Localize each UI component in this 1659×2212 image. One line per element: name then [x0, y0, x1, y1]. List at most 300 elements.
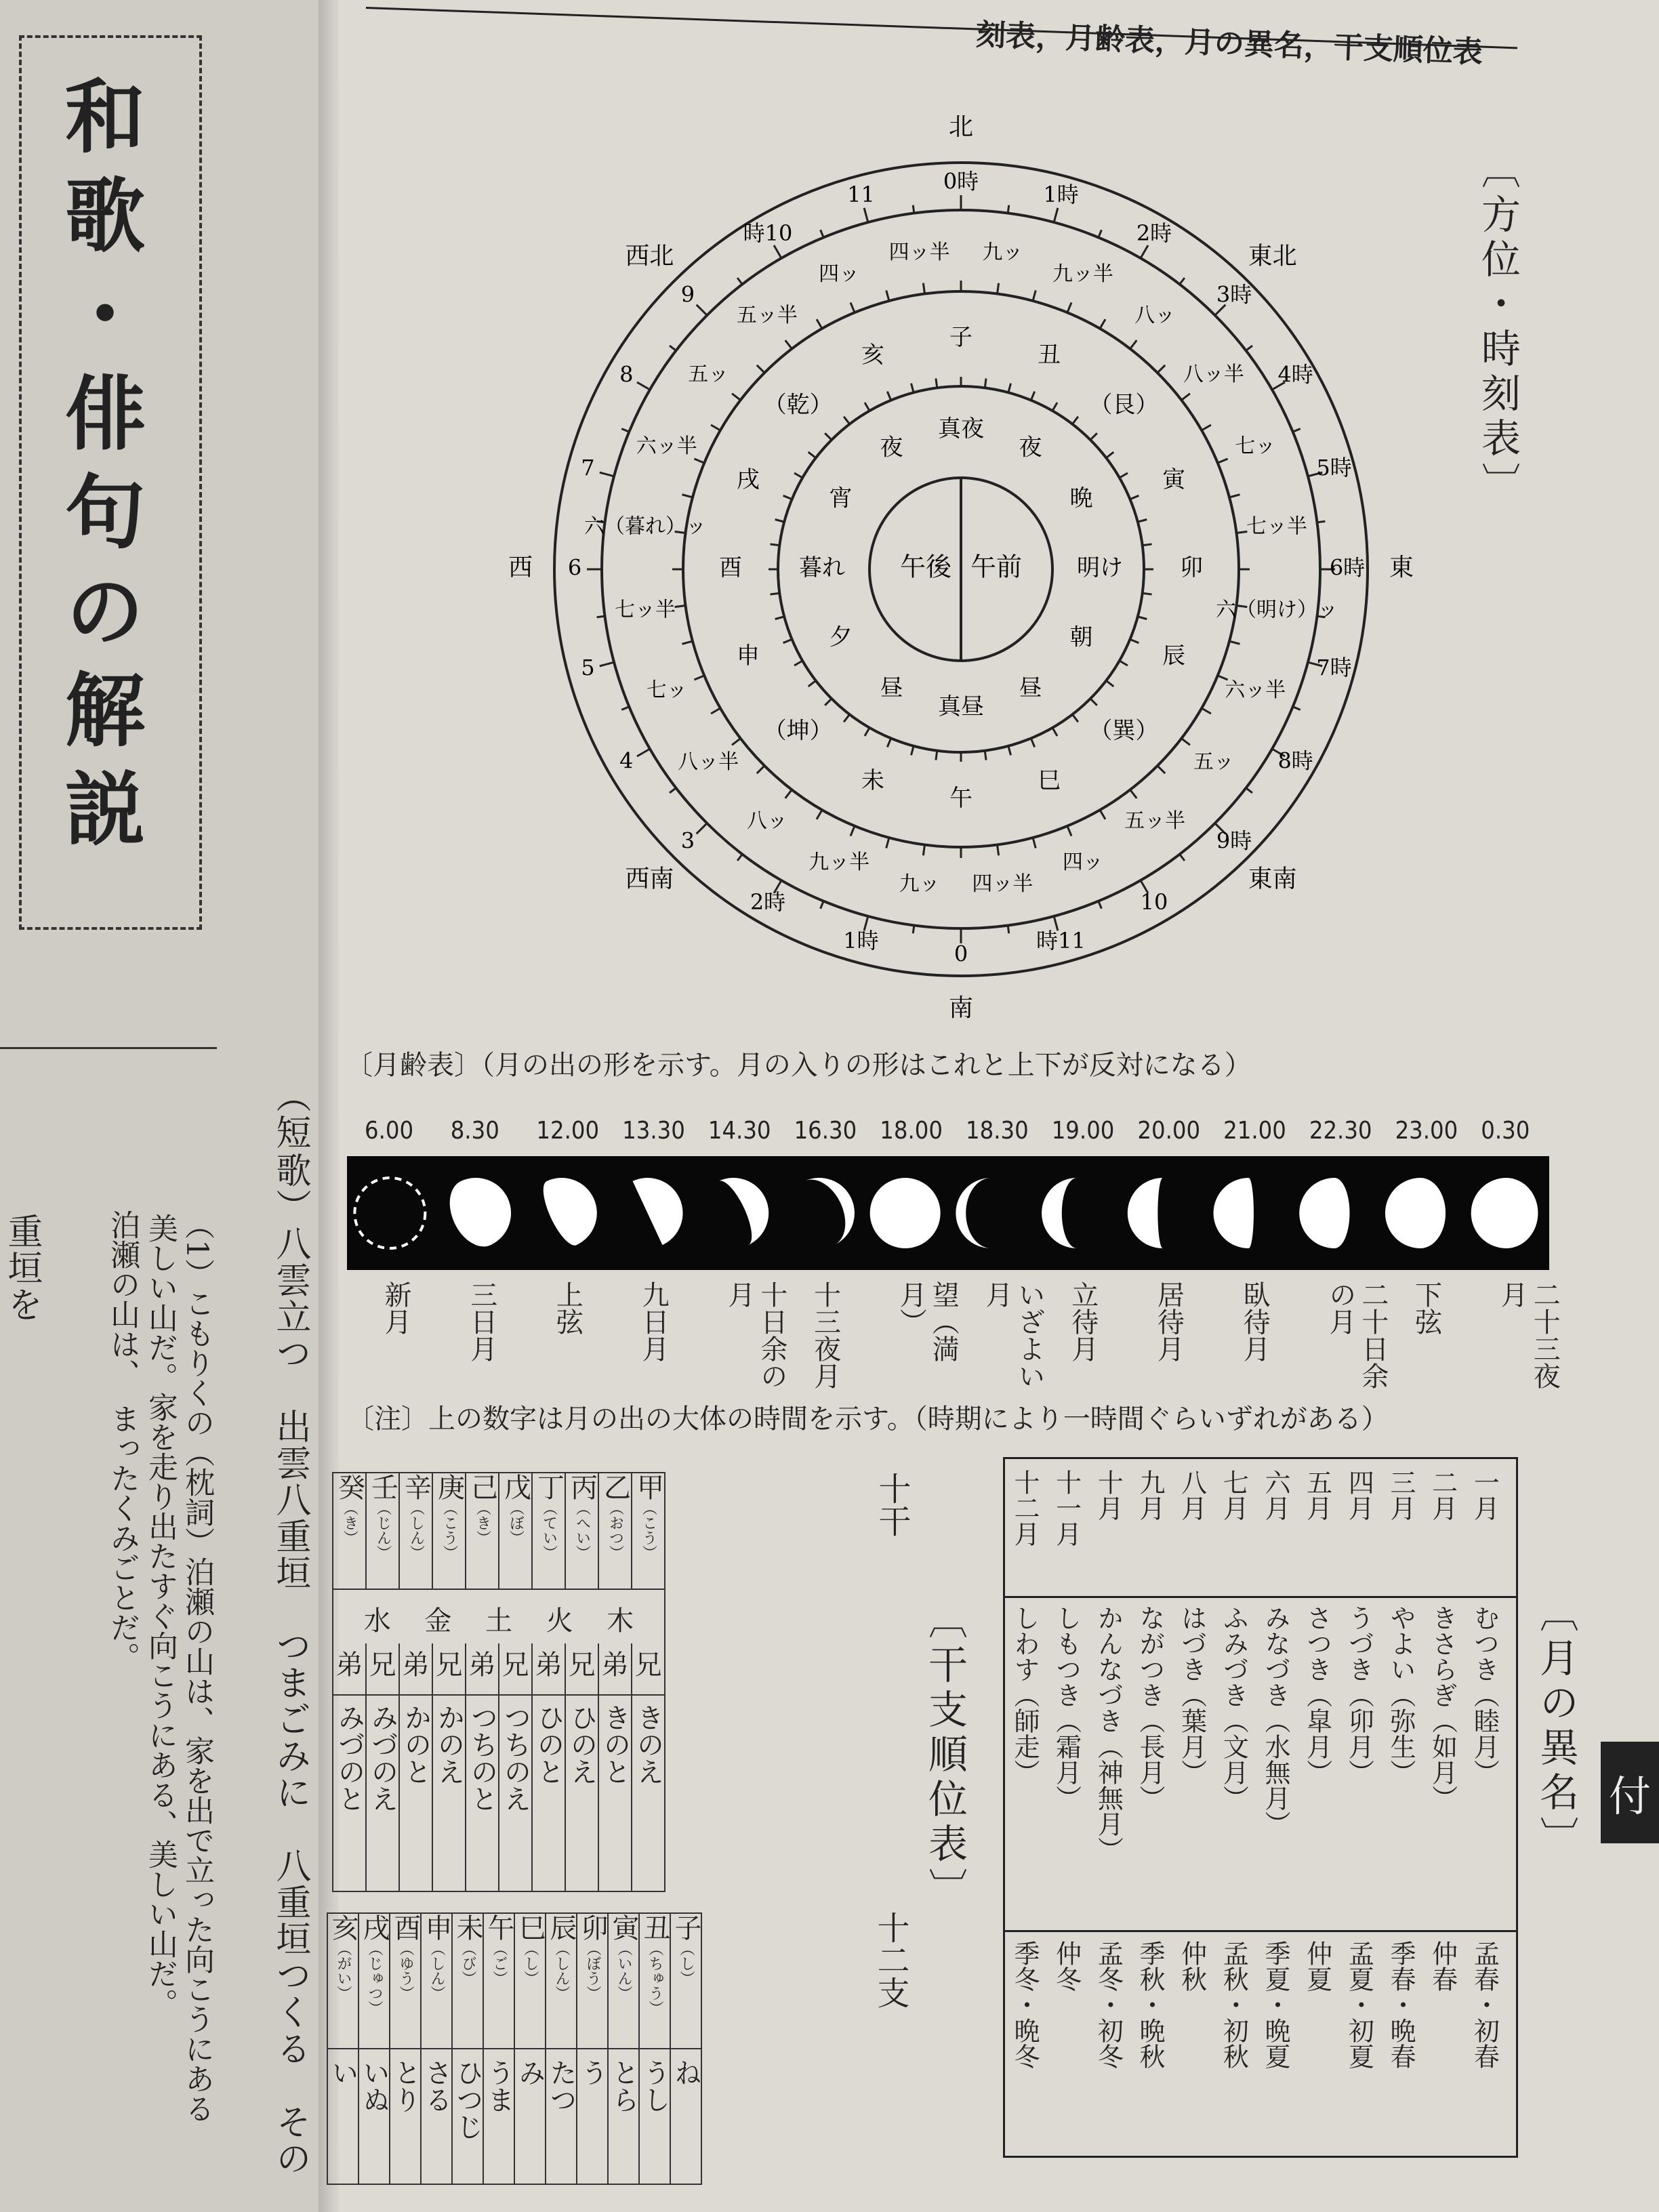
eto-cell: 弟	[598, 1643, 632, 1695]
zodiac-label: 申	[736, 642, 760, 670]
text-column: 歌）八雲立つ 出雲八重垣 つまごみに 八重垣つくる その	[270, 1152, 310, 2177]
kan-char: 甲	[632, 1473, 664, 1500]
ring3-tick	[985, 378, 986, 388]
moon-name: いざよい月	[981, 1281, 1045, 1389]
shi-char: 亥	[327, 1914, 359, 1941]
ring3-tick	[844, 417, 850, 424]
zodiac-label: （艮）	[1089, 391, 1159, 419]
text-column: （1）こもりくの（枕詞）泊瀬の山は、家を出で立った向こうにある	[180, 1210, 214, 2123]
page-title: 和歌・俳句の解説	[52, 75, 146, 866]
ring2-tick	[1218, 459, 1228, 463]
hour-label: 5	[581, 655, 595, 681]
hour-tick	[821, 901, 824, 909]
old-hour-label: 九ッ半	[808, 851, 870, 875]
old-hour-label: 六ッ半	[1225, 678, 1286, 702]
moon-phase	[956, 1178, 991, 1248]
old-hour-label: 五ッ半	[736, 304, 798, 328]
month-season: 季秋・晩秋	[1135, 1940, 1165, 2069]
kan-reading-text: きのと	[599, 1704, 631, 1785]
shi-reading-text: とら	[608, 2059, 639, 2113]
hour-tick	[621, 429, 629, 432]
moon-name: 居待月	[1153, 1281, 1185, 1362]
time-of-day-label: 真昼	[938, 693, 984, 720]
zodiac-label: 酉	[719, 554, 742, 581]
moon-phase	[1385, 1178, 1446, 1248]
shi-ruby: （し）	[522, 1941, 539, 1986]
kan-reading	[632, 1695, 665, 1891]
shi-reading-text: とり	[390, 2059, 421, 2113]
ring3-tick	[1072, 714, 1078, 722]
moon-name: 十日余の月	[723, 1281, 787, 1389]
month-name: うづき（卯月）	[1344, 1605, 1374, 1785]
kan-char: 癸	[333, 1473, 365, 1500]
month-name: きさらぎ（如月）	[1427, 1605, 1458, 1811]
ring3-tick	[1106, 452, 1113, 458]
ring2-tick	[998, 844, 999, 855]
eto-row	[333, 1643, 665, 1695]
shi-reading	[514, 2049, 546, 2184]
kan-reading	[432, 1695, 466, 1891]
center-label: 午後	[899, 552, 952, 582]
month-number: 二月	[1427, 1469, 1458, 1521]
hour-tick	[1293, 707, 1300, 710]
shi-cell	[483, 1913, 514, 2049]
shi-ruby: （し）	[678, 1941, 695, 1986]
ring3-tick	[865, 403, 869, 411]
shi-char: 午	[483, 1914, 514, 1941]
direction-time-dial	[495, 34, 1414, 1023]
shi-reading-text: うま	[483, 2059, 514, 2113]
element-label: 木	[607, 1605, 634, 1637]
ring2-tick	[1067, 826, 1071, 836]
hour-label: 10	[1140, 889, 1168, 916]
moon-name: 九日月	[638, 1281, 670, 1362]
shi-reading	[670, 2049, 701, 2184]
element-label: 水	[363, 1605, 391, 1637]
ring3-tick	[1120, 473, 1128, 478]
time-of-day-label: 晩	[1069, 485, 1093, 512]
zodiac-label: 丑	[1038, 341, 1061, 369]
ring3-tick	[825, 433, 832, 440]
kan-ruby: （こう）	[441, 1500, 458, 1560]
shi-reading	[452, 2049, 483, 2184]
months-title: 〔月の異名〕	[1533, 1593, 1579, 1861]
kan-reading-text: かのと	[400, 1704, 432, 1785]
old-hour-label: 六ッ半	[636, 434, 697, 459]
moon-phase-strip	[347, 1156, 1549, 1270]
kan-reading	[399, 1695, 432, 1891]
kan-cell	[432, 1473, 466, 1589]
hour-tick	[737, 278, 742, 285]
ring3-tick	[1143, 593, 1152, 594]
shi-char: 巳	[514, 1914, 546, 1941]
ring2-tick	[682, 641, 693, 644]
shi-char: 子	[670, 1914, 701, 1941]
month-number: 十一月	[1051, 1469, 1082, 1547]
shi-ruby: （じゅつ）	[366, 1941, 383, 2015]
eto-cell: 兄	[565, 1643, 598, 1695]
kan-reading	[565, 1695, 598, 1891]
old-hour-label: 六（明け）ッ	[1215, 598, 1338, 622]
ring2-tick	[1229, 495, 1240, 497]
hour-tick	[600, 472, 614, 476]
month-number: 六月	[1261, 1469, 1290, 1521]
ring2-tick	[682, 495, 693, 497]
ring2-tick	[732, 394, 741, 401]
hour-tick	[621, 707, 629, 710]
ring3-tick	[887, 738, 890, 747]
month-season: 仲夏	[1302, 1940, 1332, 1992]
kan-cell	[399, 1473, 432, 1589]
moon-name: 下弦	[1410, 1281, 1442, 1335]
kanshi-title: 〔干支順位表〕	[922, 1599, 968, 1912]
shi-reading	[608, 2049, 639, 2184]
month-number: 五月	[1302, 1469, 1332, 1521]
old-hour-label: 七ッ	[1235, 434, 1276, 459]
ring3-tick	[783, 639, 792, 642]
month-number: 十二月	[1010, 1469, 1040, 1547]
shi-ruby: （ちゅう）	[647, 1941, 663, 2015]
zodiac-label: 寅	[1162, 466, 1186, 493]
hour-tick	[637, 382, 650, 390]
hour-tick	[1180, 854, 1185, 861]
ring3-tick	[936, 378, 937, 388]
shi-reading-text: ね	[670, 2059, 701, 2086]
zodiac-label: 巳	[1038, 767, 1061, 795]
shi-cell	[670, 1913, 701, 2049]
direction-label: 西	[508, 554, 533, 581]
moon-phase	[718, 1166, 780, 1245]
shi-cell	[327, 1913, 359, 2049]
hour-label: 0	[954, 941, 968, 967]
kan-reading-text: つちのと	[466, 1704, 498, 1812]
kan-cell	[632, 1473, 665, 1589]
hour-label: 3	[680, 827, 695, 854]
shi-cell	[546, 1913, 577, 2049]
month-season: 季冬・晩冬	[1010, 1940, 1040, 2069]
ring3-tick	[985, 751, 986, 760]
zodiac-label: 亥	[861, 341, 884, 369]
ring3-tick	[844, 714, 850, 722]
direction-label: 東南	[1248, 865, 1297, 893]
kan-reading-row	[333, 1695, 665, 1891]
ring2-tick	[694, 676, 704, 680]
month-season: 仲秋	[1176, 1940, 1207, 1992]
direction-label: 西南	[625, 865, 674, 893]
zodiac-label: 午	[949, 785, 972, 812]
moon-name: 新月	[380, 1281, 411, 1335]
kan-char: 辛	[400, 1473, 432, 1500]
old-hour-label: 九ッ	[982, 241, 1023, 265]
shi-reading-text: いぬ	[359, 2059, 390, 2113]
month-name: さつき（皐月）	[1302, 1605, 1332, 1785]
direction-label: 東北	[1248, 242, 1297, 270]
text-column: 重垣を	[1, 1213, 42, 1323]
moon-name: 三日月	[466, 1281, 497, 1362]
shi-char: 辰	[546, 1914, 577, 1941]
hour-tick	[1008, 205, 1009, 213]
hour-tick	[1054, 208, 1058, 222]
zodiac-label: 戌	[736, 466, 760, 493]
shi-char: 卯	[577, 1914, 608, 1941]
old-hour-label: 七ッ半	[1246, 514, 1307, 539]
ring2-tick	[1202, 425, 1211, 430]
kan-cell	[499, 1473, 532, 1589]
eto-cell: 弟	[532, 1643, 565, 1695]
moon-name: 二十三夜月	[1496, 1281, 1561, 1389]
hour-tick	[1246, 346, 1252, 350]
shi-ruby: （しん）	[553, 1941, 570, 2001]
shi-reading-text: たつ	[546, 2059, 577, 2113]
shi-char: 寅	[608, 1914, 639, 1941]
old-hour-label: 八ッ半	[678, 750, 739, 775]
moon-time: 19.00	[1051, 1117, 1115, 1145]
ring2-tick	[757, 766, 764, 773]
moon-name: 望（満月）	[895, 1281, 960, 1362]
moon-caption: 〔月齢表〕（月の出の形を示す。月の入りの形はこれと上下が反対になる）	[346, 1050, 1252, 1081]
ring3-tick	[808, 680, 816, 687]
ring2-tick	[851, 302, 855, 312]
kan-cell	[466, 1473, 499, 1589]
old-hour-label: 八ッ	[1134, 304, 1176, 328]
moon-names	[352, 1281, 1561, 1396]
hour-label: 11	[847, 181, 875, 207]
element-cell	[333, 1589, 665, 1643]
month-season: 季春・晩春	[1386, 1940, 1416, 2069]
old-hour-label: 四ッ半	[888, 241, 950, 265]
hour-label: 9時	[1216, 827, 1252, 854]
old-hour-label: 七ッ半	[615, 598, 676, 622]
hour-tick	[1099, 230, 1102, 237]
ring3-tick	[1130, 639, 1139, 642]
hour-tick	[1246, 788, 1252, 793]
kan-reading	[366, 1695, 399, 1891]
moon-times	[352, 1117, 1530, 1147]
hour-label: 1時	[843, 928, 879, 954]
divider	[0, 1047, 217, 1049]
kan-cell	[565, 1473, 598, 1589]
moon-phase	[440, 1166, 523, 1255]
time-of-day-label: 夜	[880, 434, 903, 462]
ring2-tick	[711, 708, 720, 714]
shi-reading	[390, 2049, 421, 2184]
ring2-tick	[757, 365, 764, 373]
shi-ruby: （がい）	[335, 1941, 352, 2001]
zodiac-label: （坤）	[763, 717, 833, 745]
moon-time: 18.00	[880, 1117, 943, 1145]
hour-label: 4時	[1277, 361, 1313, 388]
shi-reading	[577, 2049, 608, 2184]
hour-tick	[913, 205, 914, 213]
kan-ruby: （き）	[474, 1500, 491, 1545]
junishi-table	[327, 1912, 702, 2185]
hour-tick	[1317, 521, 1325, 523]
hour-tick	[864, 208, 868, 222]
shi-cell	[390, 1913, 421, 2049]
ring2-tick	[1181, 739, 1190, 745]
hour-tick	[670, 788, 676, 793]
months-columns	[1010, 1462, 1511, 2154]
moon-phase	[633, 1166, 695, 1245]
ring2-tick	[886, 838, 889, 848]
eto-cell: 兄	[632, 1643, 665, 1695]
moon-phase	[354, 1178, 425, 1248]
shi-ruby: （ぼう）	[584, 1941, 601, 2001]
element-label: 火	[546, 1605, 573, 1637]
old-hour-label: 九ッ半	[1052, 262, 1113, 286]
shi-row	[327, 1913, 701, 2049]
time-of-day-label: 宵	[829, 485, 853, 512]
eto-cell: 兄	[432, 1643, 466, 1695]
hour-tick	[697, 823, 708, 834]
moon-time: 12.00	[536, 1117, 600, 1145]
moon-phase	[870, 1178, 941, 1248]
old-hour-label: 九ッ	[899, 872, 940, 896]
hour-label: 7	[581, 454, 595, 480]
ring3-tick	[1143, 544, 1152, 546]
kan-reading	[499, 1695, 532, 1891]
ring3-tick	[1008, 746, 1011, 756]
shi-cell	[514, 1913, 546, 2049]
zodiac-label: 卯	[1180, 554, 1203, 581]
text-column: （短	[270, 1078, 310, 1151]
moon-phase	[1213, 1178, 1253, 1248]
moon-time: 18.30	[966, 1117, 1029, 1145]
direction-label: 西北	[625, 242, 674, 270]
junishi-label: 十二支	[872, 1911, 909, 2009]
hour-label: 時10	[743, 220, 793, 246]
month-number: 一月	[1469, 1469, 1500, 1521]
shi-char: 未	[452, 1914, 483, 1941]
shi-reading-text: さる	[421, 2059, 452, 2113]
moon-time: 21.00	[1223, 1117, 1286, 1145]
running-head: 刻表，月齢表，月の異名，干支順位表	[975, 17, 1483, 70]
kan-ruby: （てい）	[540, 1500, 558, 1560]
time-of-day-label: 真夜	[938, 415, 984, 443]
element-label: 金	[424, 1605, 452, 1637]
month-number: 四月	[1344, 1469, 1374, 1521]
month-number: 九月	[1135, 1469, 1165, 1521]
old-hour-label: 五ッ	[1193, 750, 1234, 775]
ring3-tick	[808, 452, 816, 458]
kan-cell	[598, 1473, 632, 1589]
kan-ruby: （き）	[341, 1500, 359, 1545]
old-hour-label: 四ッ半	[972, 872, 1033, 896]
old-hour-label: 八ッ半	[1183, 362, 1244, 386]
ring2-tick	[817, 810, 822, 819]
ring3-tick	[1031, 392, 1034, 401]
eto-cell: 弟	[333, 1643, 366, 1695]
hour-label: 3時	[1216, 281, 1252, 308]
zodiac-label: （巽）	[1089, 717, 1159, 745]
hour-label: 7時	[1316, 655, 1352, 681]
moon-time: 23.00	[1395, 1117, 1458, 1145]
shi-ruby: （ご）	[491, 1941, 508, 1986]
old-hour-label: 六（暮れ）ッ	[584, 514, 707, 539]
moon-time: 0.30	[1481, 1117, 1530, 1145]
month-number: 十月	[1093, 1469, 1124, 1521]
ring2-tick	[998, 283, 999, 294]
kan-cell	[532, 1473, 565, 1589]
ring3-tick	[1031, 738, 1034, 747]
month-season: 孟春・初春	[1469, 1940, 1500, 2069]
ring2-tick	[1067, 302, 1071, 312]
eto-cell: 兄	[499, 1643, 532, 1695]
kan-ruby: （ぼ）	[507, 1500, 525, 1545]
month-season: 孟夏・初夏	[1344, 1940, 1374, 2069]
month-season: 季夏・晩夏	[1261, 1940, 1290, 2069]
time-of-day-label: 昼	[880, 674, 903, 702]
time-of-day-label: 夜	[1019, 434, 1042, 462]
kan-char: 壬	[367, 1473, 398, 1500]
moon-time: 20.00	[1137, 1117, 1201, 1145]
ring2-tick	[886, 291, 889, 301]
old-hour-label: 八ッ	[746, 808, 787, 833]
shi-reading	[639, 2049, 670, 2184]
shi-reading	[327, 2049, 359, 2184]
ring3-tick	[1090, 699, 1097, 705]
moon-name: 二十日余の月	[1324, 1281, 1389, 1389]
ring3-tick	[783, 495, 792, 499]
month-name: ながつき（長月）	[1135, 1605, 1165, 1811]
time-of-day-label: 暮れ	[799, 554, 845, 581]
shi-char: 酉	[390, 1914, 421, 1941]
zodiac-label: 辰	[1162, 642, 1186, 670]
month-name: みなづき（水無月）	[1261, 1605, 1290, 1837]
ring3-tick	[911, 384, 914, 393]
kan-cell	[333, 1473, 366, 1589]
ring2-tick	[711, 425, 720, 430]
ring3-tick	[1072, 417, 1078, 424]
ring3-tick	[887, 392, 890, 401]
kan-reading	[466, 1695, 499, 1891]
moon-phase	[1299, 1178, 1349, 1248]
shi-cell	[421, 1913, 452, 2049]
ring2-tick	[1033, 291, 1036, 301]
shi-cell	[577, 1913, 608, 2049]
ring2-tick	[851, 826, 855, 836]
ring3-tick	[936, 751, 937, 760]
old-hour-label: 七ッ	[646, 678, 687, 702]
kan-reading-text: ひのと	[533, 1704, 565, 1785]
old-hour-label: 五ッ半	[1124, 808, 1186, 833]
kan-ruby: （しん）	[407, 1500, 425, 1560]
hour-tick	[737, 854, 742, 861]
kan-reading-text: つちのえ	[499, 1704, 531, 1812]
shi-cell	[359, 1913, 390, 2049]
ring3-tick	[1138, 617, 1147, 619]
moon-time: 6.00	[365, 1117, 414, 1145]
jikkan-table	[332, 1472, 665, 1892]
ring2-tick	[1202, 708, 1211, 714]
shi-reading-text: う	[577, 2059, 608, 2086]
month-name: かんなづき（神無月）	[1093, 1605, 1124, 1862]
hour-tick	[697, 305, 708, 316]
direction-label: 東	[1389, 554, 1414, 581]
shi-reading	[421, 2049, 452, 2184]
moon-time: 8.30	[450, 1117, 499, 1145]
time-of-day-label: 明け	[1077, 554, 1123, 581]
element-row	[333, 1589, 665, 1643]
hour-tick	[600, 662, 614, 666]
hour-label: 0時	[943, 168, 979, 194]
time-of-day-label: 朝	[1069, 623, 1093, 651]
ring3-tick	[770, 593, 779, 594]
ring2-tick	[1100, 810, 1105, 819]
ring3-tick	[865, 728, 869, 736]
hour-label: 8	[619, 361, 634, 388]
month-season: 孟冬・初冬	[1093, 1940, 1124, 2069]
